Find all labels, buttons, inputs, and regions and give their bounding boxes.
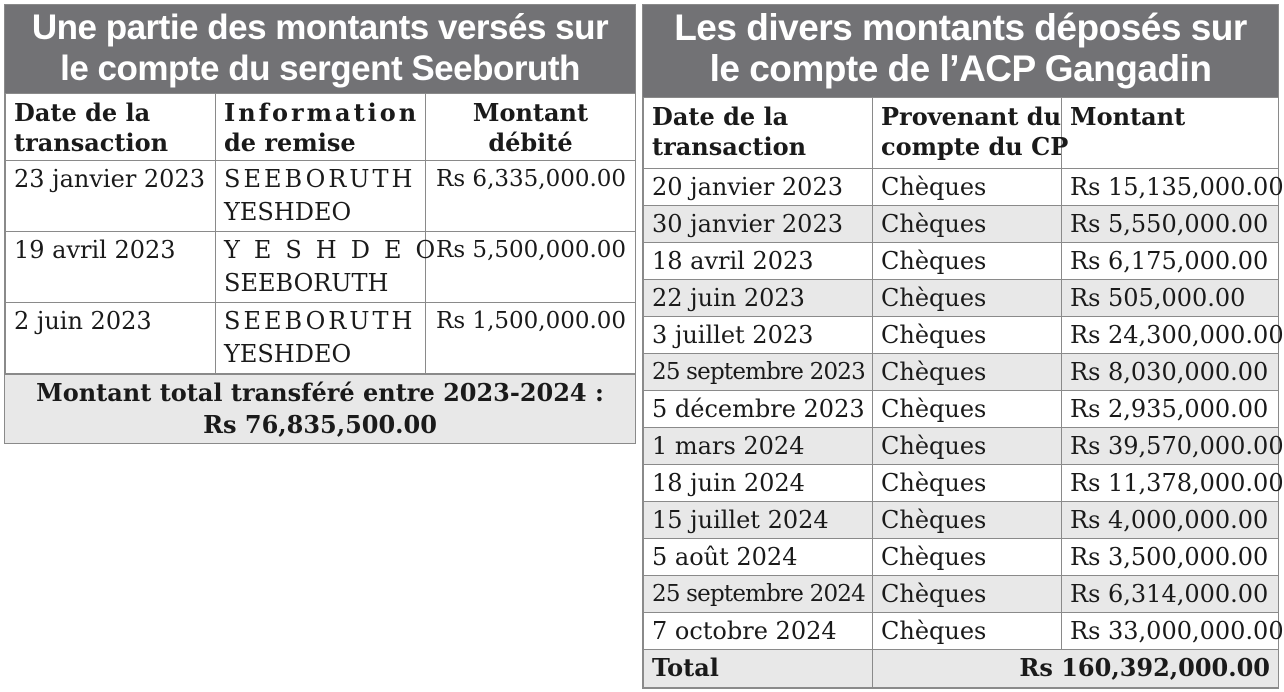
- header-line: Provenant du: [881, 102, 1062, 131]
- info-line: YESHDEO: [224, 340, 352, 368]
- row-date: 20 janvier 2023: [644, 169, 873, 206]
- row-source: Chèques: [873, 539, 1062, 576]
- row-date: 22 juin 2023: [644, 280, 873, 317]
- row-amount: Rs 6,175,000.00: [1062, 243, 1279, 280]
- row-date: 5 août 2024: [644, 539, 873, 576]
- header-line: transaction: [652, 132, 807, 161]
- table-row: [644, 280, 1279, 317]
- row-amount: Rs 11,378,000.00: [1062, 465, 1279, 502]
- gangadin-title: [643, 5, 1278, 97]
- seeboruth-title: [5, 5, 635, 93]
- row-amount: Rs 4,000,000.00: [1062, 502, 1279, 539]
- row-date: 1 mars 2024: [644, 428, 873, 465]
- row-source: Chèques: [873, 502, 1062, 539]
- row-amount: Rs 5,550,000.00: [1062, 206, 1279, 243]
- seeboruth-table: [5, 93, 636, 374]
- table-row: [6, 303, 636, 374]
- row-source: Chèques: [873, 243, 1062, 280]
- table-row: [6, 232, 636, 303]
- row-date: 23 janvier 2023: [6, 161, 216, 232]
- row-date: 15 juillet 2024: [644, 502, 873, 539]
- row-source: Chèques: [873, 576, 1062, 613]
- col-header-info: [216, 94, 426, 161]
- table-row: [644, 465, 1279, 502]
- header-line: Montant: [472, 98, 589, 127]
- table-row: [6, 161, 636, 232]
- row-amount: Rs 24,300,000.00: [1062, 317, 1279, 354]
- row-source: Chèques: [873, 169, 1062, 206]
- total-label: Montant total transféré entre 2023-2024 :: [36, 378, 604, 407]
- row-source: Chèques: [873, 317, 1062, 354]
- title-line: le compte de l’ACP Gangadin: [709, 48, 1212, 89]
- title-line: le compte du sergent Seeboruth: [60, 49, 580, 88]
- row-amount: Rs 5,500,000.00: [426, 232, 636, 303]
- table-row: [644, 613, 1279, 650]
- row-amount: Rs 6,335,000.00: [426, 161, 636, 232]
- row-date: 25 septembre 2024: [644, 576, 873, 613]
- row-date: 5 décembre 2023: [644, 391, 873, 428]
- row-info: [216, 303, 426, 374]
- row-source: Chèques: [873, 613, 1062, 650]
- header-line: Information: [224, 98, 420, 127]
- row-info: [216, 161, 426, 232]
- row-date: 30 janvier 2023: [644, 206, 873, 243]
- title-line: Une partie des montants versés sur: [31, 8, 609, 47]
- col-header-amount: Montant: [1062, 98, 1279, 169]
- row-amount: Rs 15,135,000.00: [1062, 169, 1279, 206]
- row-date: 3 juillet 2023: [644, 317, 873, 354]
- header-row: [6, 94, 636, 161]
- row-date: 2 juin 2023: [6, 303, 216, 374]
- title-line: Les divers montants déposés sur: [674, 7, 1247, 48]
- col-header-date: [6, 94, 216, 161]
- total-label: Total: [644, 650, 873, 688]
- row-source: Chèques: [873, 280, 1062, 317]
- col-header-amount: [426, 94, 636, 161]
- table-row: [644, 243, 1279, 280]
- row-amount: Rs 33,000,000.00: [1062, 613, 1279, 650]
- info-line: SEEBORUTH: [224, 269, 389, 297]
- info-line: SEEBORUTH: [224, 165, 416, 193]
- row-date: 18 avril 2023: [644, 243, 873, 280]
- seeboruth-panel: [4, 4, 636, 444]
- row-amount: Rs 1,500,000.00: [426, 303, 636, 374]
- info-line: YESHDEO: [224, 236, 450, 264]
- row-date: 19 avril 2023: [6, 232, 216, 303]
- row-date: 18 juin 2024: [644, 465, 873, 502]
- table-row: [644, 206, 1279, 243]
- table-row: [644, 391, 1279, 428]
- total-value: Rs 76,835,500.00: [203, 410, 437, 439]
- row-amount: Rs 39,570,000.00: [1062, 428, 1279, 465]
- gangadin-panel: [642, 4, 1284, 689]
- row-source: Chèques: [873, 391, 1062, 428]
- col-header-source: [873, 98, 1069, 169]
- header-line: Date de la: [14, 98, 151, 127]
- header-line: Date de la: [652, 102, 789, 131]
- row-date: 25 septembre 2023: [644, 354, 873, 391]
- info-line: SEEBORUTH: [224, 307, 416, 335]
- seeboruth-total: [5, 374, 635, 443]
- deposit-rows: [644, 169, 1284, 688]
- table-row: [644, 539, 1279, 576]
- info-line: YESHDEO: [224, 198, 352, 226]
- total-row: [644, 650, 1279, 688]
- table-row: [644, 576, 1279, 613]
- row-amount: Rs 505,000.00: [1062, 280, 1279, 317]
- row-source: Chèques: [873, 354, 1062, 391]
- table-row: [644, 169, 1279, 206]
- row-source: Chèques: [873, 465, 1062, 502]
- col-header-date: [644, 98, 873, 169]
- table-row: [644, 354, 1279, 391]
- total-value: Rs 160,392,000.00: [873, 650, 1279, 688]
- header-line: compte du CP: [881, 132, 1069, 161]
- row-source: Chèques: [873, 206, 1062, 243]
- table-row: [644, 428, 1279, 465]
- row-amount: Rs 6,314,000.00: [1062, 576, 1279, 613]
- row-amount: Rs 3,500,000.00: [1062, 539, 1279, 576]
- gangadin-table: [643, 97, 1284, 688]
- table-row: [644, 502, 1279, 539]
- header-line: de remise: [224, 128, 356, 157]
- row-date: 7 octobre 2024: [644, 613, 873, 650]
- header-line: débité: [488, 128, 573, 157]
- table-row: [644, 317, 1279, 354]
- row-info: [216, 232, 450, 303]
- row-source: Chèques: [873, 428, 1062, 465]
- row-amount: Rs 8,030,000.00: [1062, 354, 1279, 391]
- row-amount: Rs 2,935,000.00: [1062, 391, 1279, 428]
- header-line: transaction: [14, 128, 169, 157]
- header-row: [644, 98, 1279, 169]
